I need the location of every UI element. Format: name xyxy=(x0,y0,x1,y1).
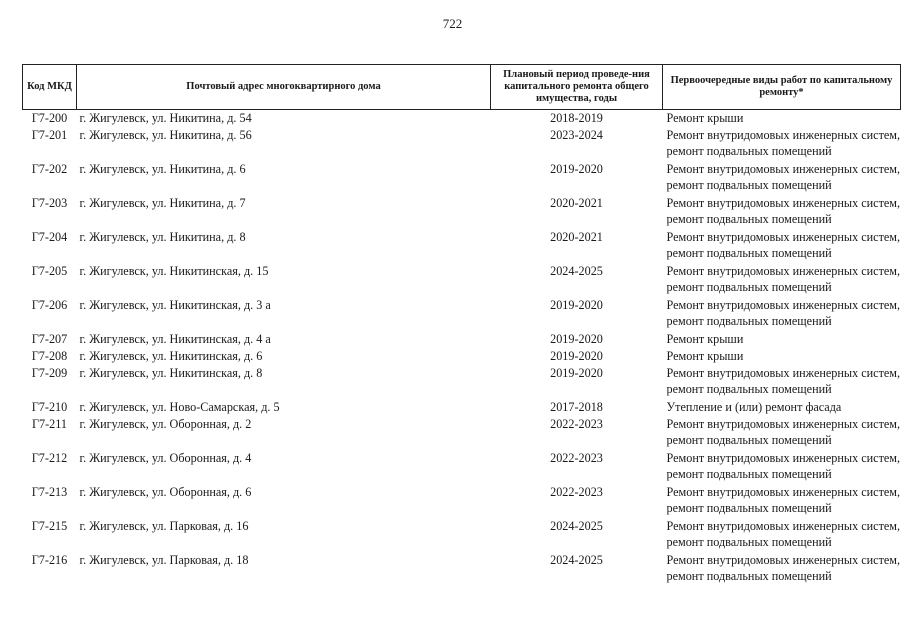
cell-address: г. Жигулевск, ул. Оборонная, д. 2 xyxy=(79,417,252,431)
cell-works xyxy=(663,365,901,399)
cell-period: 2022-2023 xyxy=(550,417,603,431)
cell-works xyxy=(663,127,901,161)
cell-code: Г7-210 xyxy=(31,400,68,414)
header-address: Почтовый адрес многоквартирного дома xyxy=(77,65,491,110)
works-line: ремонт подвальных помещений xyxy=(666,382,832,397)
cell-works xyxy=(663,263,901,297)
table-row xyxy=(23,127,901,161)
cell-code: Г7-206 xyxy=(31,298,68,312)
works-line: ремонт подвальных помещений xyxy=(666,433,832,448)
cell-works xyxy=(663,331,901,348)
cell-period: 2024-2025 xyxy=(550,264,603,278)
works-line: Ремонт внутридомовых инженерных систем, xyxy=(666,264,901,278)
works-line: ремонт подвальных помещений xyxy=(666,144,832,159)
cell-address: г. Жигулевск, ул. Никитина, д. 8 xyxy=(79,230,246,244)
cell-code: Г7-204 xyxy=(31,230,68,244)
table-row xyxy=(23,416,901,450)
table-row xyxy=(23,297,901,331)
cell-works xyxy=(663,552,901,586)
cell-address: г. Жигулевск, ул. Никитинская, д. 6 xyxy=(79,349,263,363)
cell-code: Г7-202 xyxy=(31,162,68,176)
cell-period: 2024-2025 xyxy=(550,519,603,533)
cell-code: Г7-205 xyxy=(31,264,68,278)
works-line: Ремонт крыши xyxy=(666,332,744,346)
cell-code: Г7-209 xyxy=(31,366,68,380)
cell-address: г. Жигулевск, ул. Никитина, д. 6 xyxy=(79,162,246,176)
works-line: Ремонт внутридомовых инженерных систем, xyxy=(666,196,901,210)
cell-works xyxy=(663,450,901,484)
table-row xyxy=(23,229,901,263)
cell-address: г. Жигулевск, ул. Никитинская, д. 15 xyxy=(79,264,269,278)
cell-period: 2018-2019 xyxy=(550,111,603,125)
cell-code: Г7-200 xyxy=(31,111,68,125)
cell-address: г. Жигулевск, ул. Оборонная, д. 4 xyxy=(79,451,252,465)
works-line: ремонт подвальных помещений xyxy=(666,535,832,550)
works-line: Ремонт внутридомовых инженерных систем, xyxy=(666,519,901,533)
cell-code: Г7-203 xyxy=(31,196,68,210)
header-works: Первоочередные виды работ по капитальному ремонту* xyxy=(663,65,901,110)
table-row xyxy=(23,263,901,297)
table-row xyxy=(23,195,901,229)
cell-address: г. Жигулевск, ул. Никитинская, д. 3 а xyxy=(79,298,271,312)
table-header xyxy=(23,65,901,110)
cell-works xyxy=(663,195,901,229)
cell-works xyxy=(663,484,901,518)
works-line: Ремонт крыши xyxy=(666,349,744,363)
cell-period: 2020-2021 xyxy=(550,230,603,244)
cell-period: 2019-2020 xyxy=(550,162,603,176)
cell-address: г. Жигулевск, ул. Никитина, д. 56 xyxy=(79,128,252,142)
cell-works xyxy=(663,229,901,263)
header-period: Плановый период проведе-ния капитального ремонта общего имущества, годы xyxy=(491,65,663,110)
cell-address: г. Жигулевск, ул. Никитинская, д. 4 а xyxy=(79,332,271,346)
works-line: Ремонт внутридомовых инженерных систем, xyxy=(666,298,901,312)
cell-works xyxy=(663,416,901,450)
works-line: Ремонт внутридомовых инженерных систем, xyxy=(666,417,901,431)
table-row xyxy=(23,399,901,416)
works-line: ремонт подвальных помещений xyxy=(666,467,832,482)
works-line: ремонт подвальных помещений xyxy=(666,212,832,227)
cell-code: Г7-207 xyxy=(31,332,68,346)
cell-works xyxy=(663,399,901,416)
cell-address: г. Жигулевск, ул. Оборонная, д. 6 xyxy=(79,485,252,499)
cell-address: г. Жигулевск, ул. Ново-Самарская, д. 5 xyxy=(79,400,280,414)
cell-period: 2022-2023 xyxy=(550,485,603,499)
works-line: ремонт подвальных помещений xyxy=(666,569,832,584)
cell-code: Г7-208 xyxy=(31,349,68,363)
cell-address: г. Жигулевск, ул. Парковая, д. 18 xyxy=(79,553,249,567)
works-line: Ремонт внутридомовых инженерных систем, xyxy=(666,230,901,244)
table-row xyxy=(23,348,901,365)
works-line: ремонт подвальных помещений xyxy=(666,501,832,516)
cell-code: Г7-215 xyxy=(31,519,68,533)
cell-code: Г7-212 xyxy=(31,451,68,465)
cell-works xyxy=(663,518,901,552)
cell-code: Г7-216 xyxy=(31,553,68,567)
table-row xyxy=(23,552,901,586)
cell-code: Г7-211 xyxy=(31,417,68,431)
cell-period: 2019-2020 xyxy=(550,366,603,380)
cell-period: 2020-2021 xyxy=(550,196,603,210)
cell-address: г. Жигулевск, ул. Никитина, д. 54 xyxy=(79,111,252,125)
cell-works xyxy=(663,297,901,331)
cell-period: 2019-2020 xyxy=(550,349,603,363)
works-line: Ремонт крыши xyxy=(666,111,744,125)
works-line: ремонт подвальных помещений xyxy=(666,314,832,329)
works-line: Ремонт внутридомовых инженерных систем, xyxy=(666,553,901,567)
capital-repair-table xyxy=(22,64,901,586)
cell-period: 2019-2020 xyxy=(550,298,603,312)
table-row xyxy=(23,484,901,518)
works-line: ремонт подвальных помещений xyxy=(666,280,832,295)
cell-period: 2017-2018 xyxy=(550,400,603,414)
works-line: ремонт подвальных помещений xyxy=(666,246,832,261)
cell-works xyxy=(663,348,901,365)
table-row xyxy=(23,331,901,348)
cell-address: г. Жигулевск, ул. Никитинская, д. 8 xyxy=(79,366,263,380)
header-row xyxy=(23,65,901,110)
cell-address: г. Жигулевск, ул. Никитина, д. 7 xyxy=(79,196,246,210)
table-row xyxy=(23,450,901,484)
cell-address: г. Жигулевск, ул. Парковая, д. 16 xyxy=(79,519,249,533)
works-line: Ремонт внутридомовых инженерных систем, xyxy=(666,485,901,499)
table-row xyxy=(23,161,901,195)
works-line: Ремонт внутридомовых инженерных систем, xyxy=(666,128,901,142)
works-line: Ремонт внутридомовых инженерных систем, xyxy=(666,162,901,176)
table-body xyxy=(23,110,901,587)
works-line: Ремонт внутридомовых инженерных систем, xyxy=(666,366,901,380)
table-row xyxy=(23,518,901,552)
document-table-wrapper xyxy=(22,64,900,586)
works-line: Утепление и (или) ремонт фасада xyxy=(666,400,842,414)
table-row xyxy=(23,110,901,128)
page-number: 722 xyxy=(442,16,463,31)
cell-period: 2023-2024 xyxy=(550,128,603,142)
works-line: Ремонт внутридомовых инженерных систем, xyxy=(666,451,901,465)
cell-period: 2022-2023 xyxy=(550,451,603,465)
header-code: Код МКД xyxy=(23,65,77,110)
table-row xyxy=(23,365,901,399)
cell-code: Г7-201 xyxy=(31,128,68,142)
cell-period: 2019-2020 xyxy=(550,332,603,346)
cell-code: Г7-213 xyxy=(31,485,68,499)
cell-period: 2024-2025 xyxy=(550,553,603,567)
works-line: ремонт подвальных помещений xyxy=(666,178,832,193)
cell-works xyxy=(663,161,901,195)
cell-works xyxy=(663,110,901,128)
